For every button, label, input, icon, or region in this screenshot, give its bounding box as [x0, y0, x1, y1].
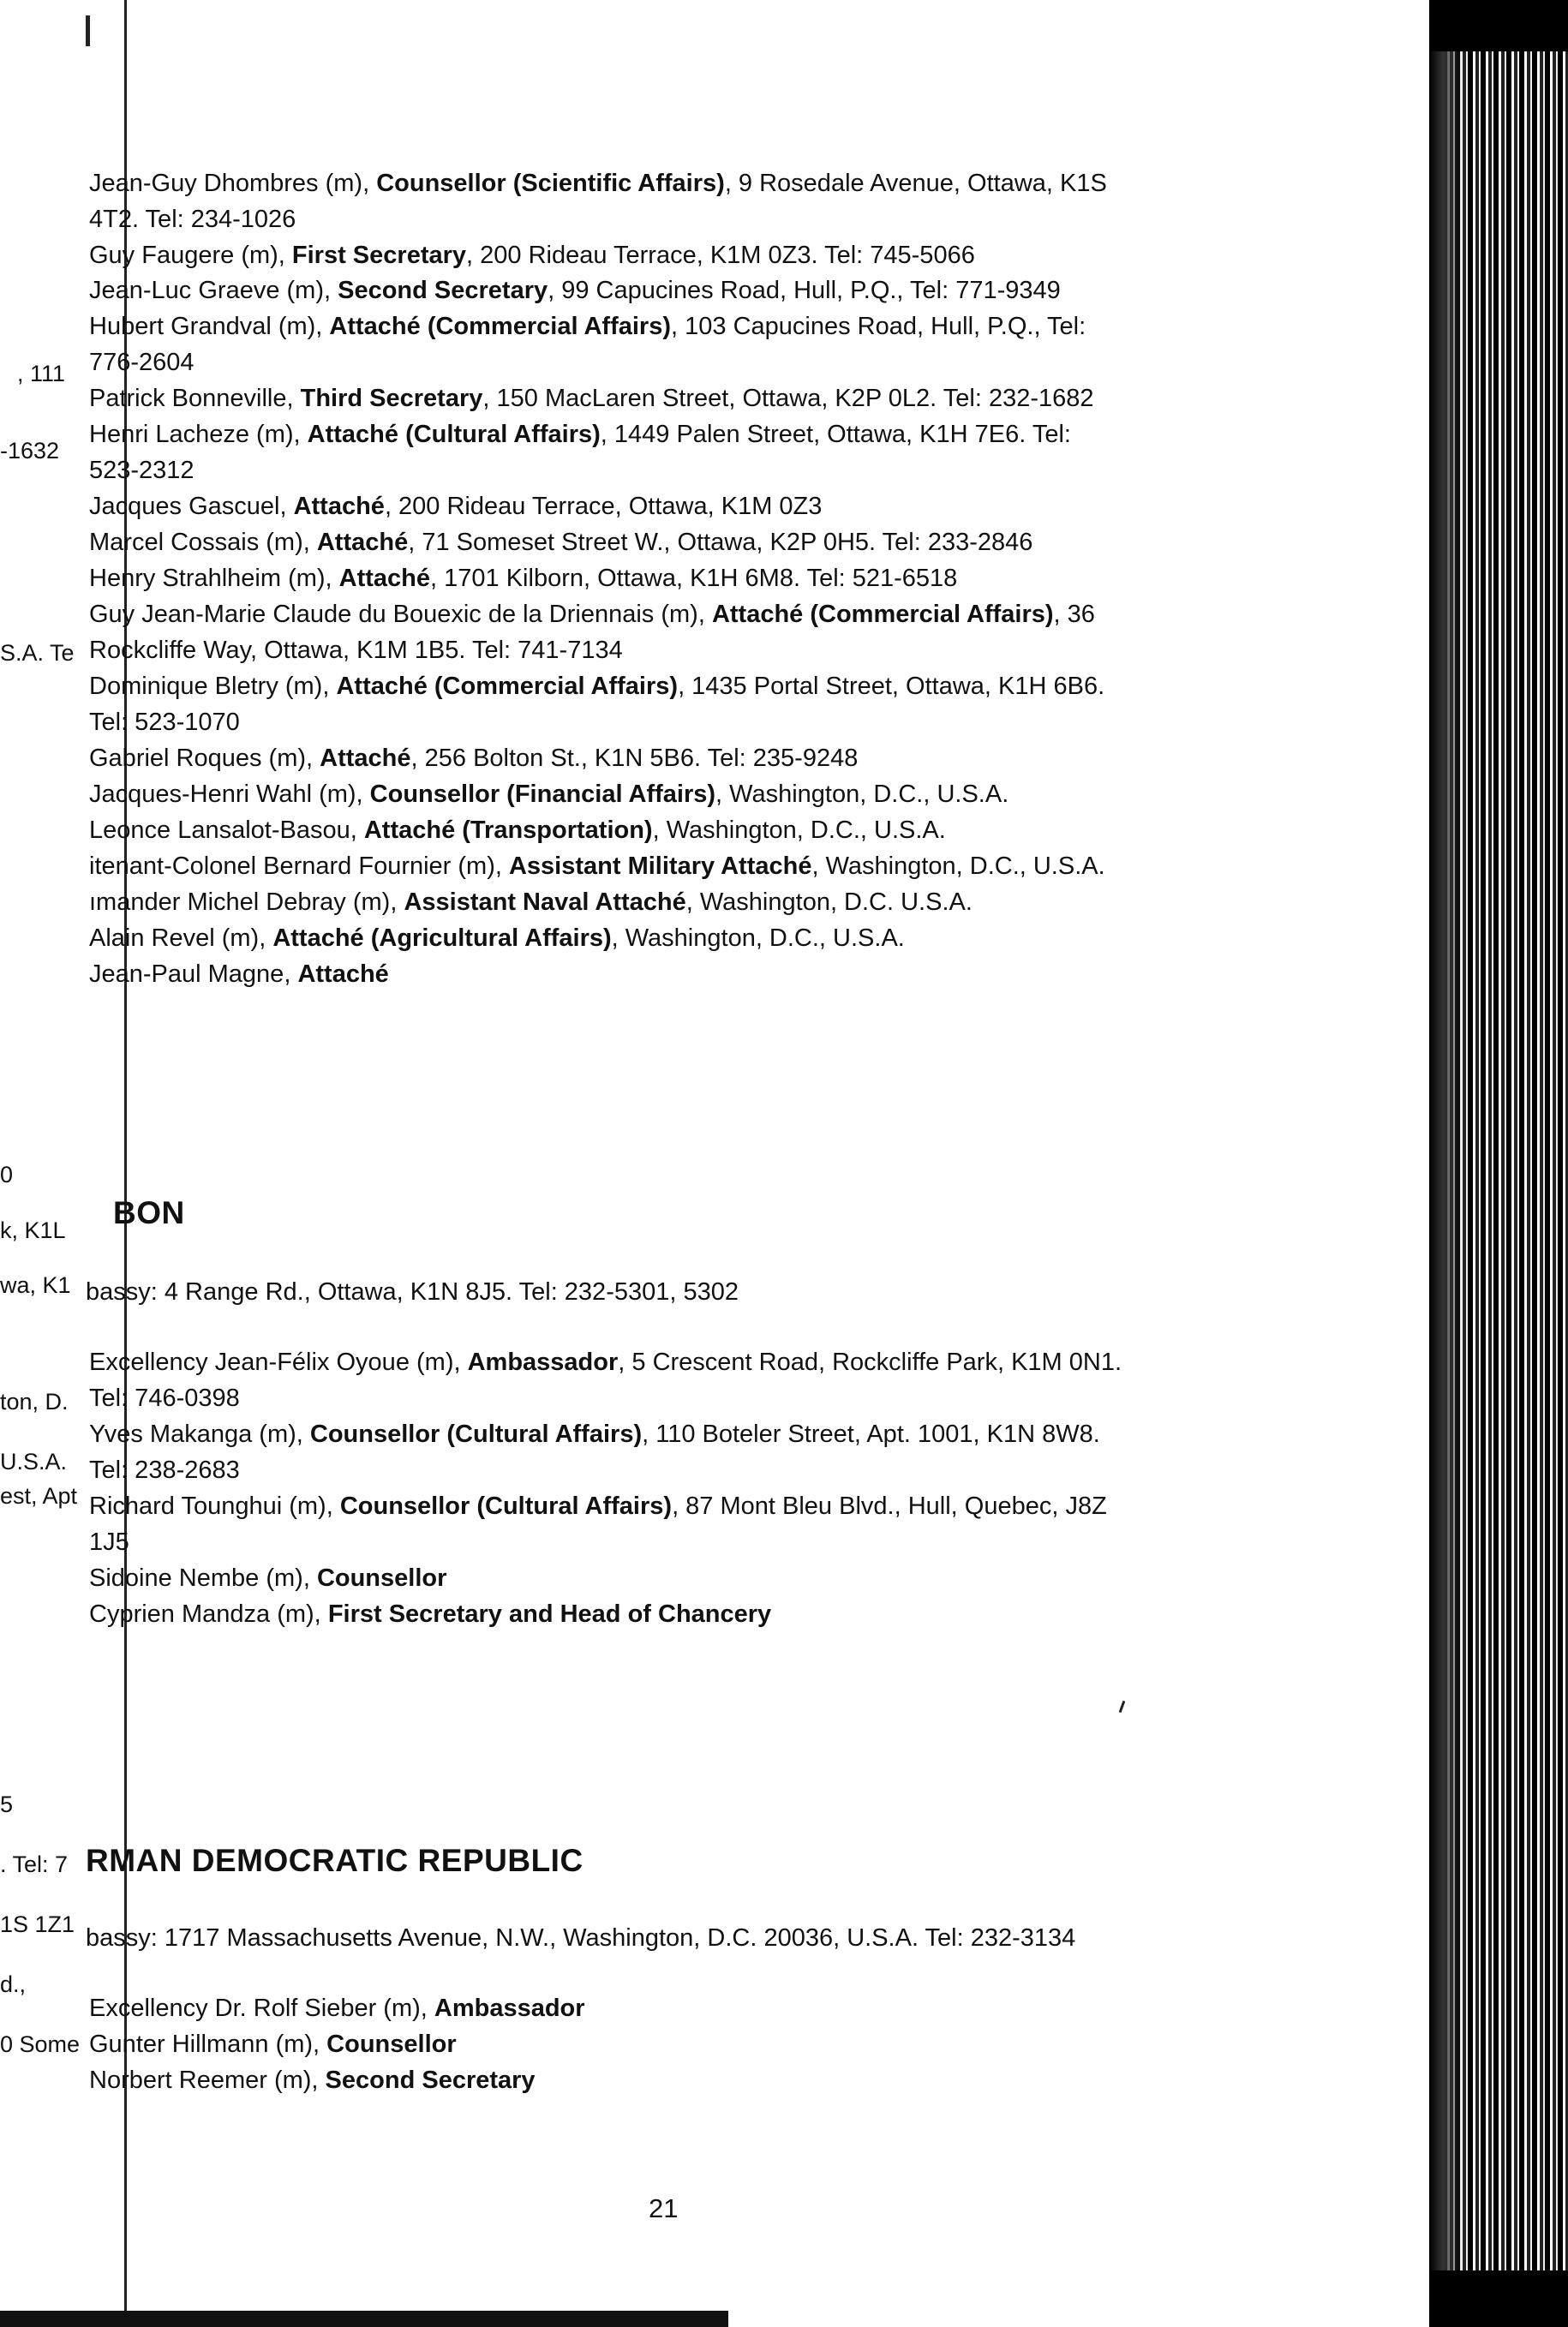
gdr-embassy-address: bassy: 1717 Massachusetts Avenue, N.W., Washington, D.C. 20036, U.S.A. Tel: 232-3134	[86, 1924, 1076, 1952]
left-margin-fragment: 1S 1Z1	[0, 1911, 75, 1937]
entry-name: Leonce Lansalot-Basou,	[89, 817, 364, 844]
entry-title: Attaché	[338, 565, 431, 592]
entry-title: First Secretary and Head of Chancery	[327, 1600, 772, 1628]
entry-name: Jean-Guy Dhombres (m),	[89, 170, 377, 197]
entry-details: , Washington, D.C., U.S.A.	[652, 817, 946, 844]
entry-name: Jean-Paul Magne,	[89, 960, 298, 988]
entry-line	[89, 205, 296, 235]
left-margin-fragment: -1632	[0, 438, 60, 464]
entry-details: , 87 Mont Bleu Blvd., Hull, Quebec, J8Z	[672, 1493, 1107, 1520]
entry-name: Yves Makanga (m),	[89, 1421, 310, 1448]
left-margin-fragment: 0 Some	[0, 2031, 81, 2057]
entry-details: , 110 Boteler Street, Apt. 1001, K1N 8W8.	[642, 1421, 1100, 1448]
page-number: 21	[649, 2193, 679, 2223]
left-margin-fragment: ton, D.	[0, 1389, 69, 1415]
entry-line	[89, 1492, 1107, 1522]
entry-name: Rockcliffe Way, Ottawa, K1M 1B5. Tel: 741-7134	[89, 637, 623, 664]
left-margin-fragment: . Tel: 7	[0, 1851, 69, 1877]
entry-name: Tel: 238-2683	[89, 1457, 240, 1484]
page-edge-shadow	[1429, 0, 1463, 2327]
entry-name: Tel: 523-1070	[89, 709, 240, 736]
section-heading-gdr: RMAN DEMOCRATIC REPUBLIC	[86, 1843, 584, 1878]
entry-name: Gunter Hillmann (m),	[89, 2031, 327, 2058]
entry-line	[89, 1528, 129, 1558]
scan-mark	[86, 15, 90, 46]
entry-details: , 150 MacLaren Street, Ottawa, K2P 0L2. Tel: 232-1682	[482, 385, 1094, 412]
left-margin-fragment: S.A. Te	[0, 640, 75, 666]
entry-title: Attaché (Commercial Affairs)	[711, 601, 1054, 628]
entry-title: First Secretary	[291, 242, 467, 269]
entry-line	[89, 2030, 457, 2060]
entry-title: Counsellor	[326, 2031, 457, 2058]
entry-name: Cyprien Mandza (m),	[89, 1600, 328, 1628]
entry-title: Second Secretary	[325, 2067, 536, 2094]
entry-details: , 99 Capucines Road, Hull, P.Q., Tel: 771-9349	[548, 277, 1061, 304]
entry-line	[89, 456, 195, 486]
entry-title: Counsellor (Scientific Affairs)	[376, 170, 725, 197]
entry-name: Excellency Dr. Rolf Sieber (m),	[89, 1995, 434, 2022]
entry-title: Ambassador	[467, 1349, 619, 1376]
entry-line	[89, 1420, 1100, 1450]
entry-details: , 9 Rosedale Avenue, Ottawa, K1S	[724, 170, 1107, 197]
entry-title: Counsellor (Financial Affairs)	[369, 781, 716, 808]
entry-line	[89, 528, 1032, 558]
entry-name: itenant-Colonel Bernard Fournier (m),	[89, 852, 509, 880]
entry-title: Attaché	[293, 493, 385, 520]
stray-mark	[1119, 1701, 1126, 1713]
entry-line	[89, 852, 1105, 882]
entry-name: Guy Faugere (m),	[89, 242, 292, 269]
entry-line	[89, 780, 1008, 810]
entry-title: Attaché (Commercial Affairs)	[336, 673, 679, 700]
entry-name: 4T2. Tel: 234-1026	[89, 206, 296, 233]
entry-name: Alain Revel (m),	[89, 924, 273, 952]
entry-details: , 1435 Portal Street, Ottawa, K1H 6B6.	[678, 673, 1105, 700]
entry-details: , 71 Someset Street W., Ottawa, K2P 0H5. Tel: 233-2846	[408, 529, 1033, 556]
entry-line	[89, 1384, 240, 1414]
entry-details: , 200 Rideau Terrace, Ottawa, K1M 0Z3	[384, 493, 823, 520]
entry-title: Attaché (Agricultural Affairs)	[272, 924, 612, 952]
entry-title: Second Secretary	[338, 277, 548, 304]
entry-line	[89, 169, 1107, 199]
entry-details: , 1449 Palen Street, Ottawa, K1H 7E6. Tel:	[600, 421, 1071, 448]
entry-line	[89, 960, 389, 990]
entry-line	[89, 492, 822, 522]
left-margin-fragment: U.S.A.	[0, 1449, 68, 1475]
entry-title: Third Secretary	[300, 385, 483, 412]
entry-name: 523-2312	[89, 457, 195, 484]
entry-line	[89, 924, 905, 954]
entry-name: Dominique Bletry (m),	[89, 673, 337, 700]
entry-line	[89, 600, 1095, 630]
entry-name: Jacques-Henri Wahl (m),	[89, 781, 370, 808]
entry-name: ımander Michel Debray (m),	[89, 888, 404, 916]
entry-title: Attaché	[297, 960, 389, 988]
entry-line	[89, 888, 973, 918]
entry-details: , Washington, D.C., U.S.A.	[715, 781, 1009, 808]
entry-title: Attaché	[316, 529, 409, 556]
page-edge-bottom	[1429, 2270, 1568, 2327]
entry-details: , 36	[1053, 601, 1095, 628]
entry-details: , 103 Capucines Road, Hull, P.Q., Tel:	[671, 313, 1086, 340]
entry-name: Sidoine Nembe (m),	[89, 1564, 317, 1592]
entry-line	[89, 564, 957, 594]
entry-line	[89, 276, 1061, 306]
scan-bottom-border	[0, 2311, 728, 2327]
entry-title: Attaché	[320, 745, 411, 772]
entry-title: Counsellor	[316, 1564, 447, 1592]
section-heading-gabon: BON	[113, 1195, 185, 1230]
left-margin-fragment: 5	[0, 1792, 14, 1817]
entry-line	[89, 708, 240, 738]
entry-line	[89, 312, 1086, 342]
entry-details: , 5 Crescent Road, Rockcliffe Park, K1M 0N1.	[618, 1349, 1122, 1376]
entry-title: Assistant Naval Attaché	[404, 888, 686, 916]
entry-name: Marcel Cossais (m),	[89, 529, 317, 556]
entry-line	[89, 816, 946, 846]
entry-title: Attaché (Cultural Affairs)	[307, 421, 601, 448]
entry-title: Counsellor (Cultural Affairs)	[309, 1421, 643, 1448]
entry-line	[89, 1994, 585, 2024]
entry-line	[89, 1600, 771, 1630]
entry-line	[89, 384, 1094, 414]
entry-name: Excellency Jean-Félix Oyoue (m),	[89, 1349, 468, 1376]
entry-name: 1J5	[89, 1528, 129, 1556]
entry-line	[89, 348, 195, 378]
entry-details: , Washington, D.C. U.S.A.	[685, 888, 973, 916]
entry-line	[89, 1564, 446, 1594]
entry-details: , 1701 Kilborn, Ottawa, K1H 6M8. Tel: 521-6518	[430, 565, 958, 592]
entry-name: 776-2604	[89, 349, 195, 376]
left-margin-fragment: d.,	[0, 1971, 27, 1997]
entry-name: Tel: 746-0398	[89, 1385, 240, 1412]
entry-line	[89, 2066, 536, 2096]
entry-line	[89, 241, 975, 271]
entry-name: Gabriel Roques (m),	[89, 745, 320, 772]
entry-title: Attaché (Transportation)	[363, 817, 653, 844]
entry-title: Counsellor (Cultural Affairs)	[339, 1493, 673, 1520]
left-margin-fragment: k, K1L	[0, 1217, 66, 1243]
entry-name: Henry Strahlheim (m),	[89, 565, 339, 592]
entry-title: Attaché (Commercial Affairs)	[329, 313, 672, 340]
entry-name: Henri Lacheze (m),	[89, 421, 308, 448]
left-margin-fragment: 0	[0, 1162, 14, 1187]
entry-line	[89, 672, 1104, 702]
entry-name: Hubert Grandval (m),	[89, 313, 330, 340]
entry-details: , 200 Rideau Terrace, K1M 0Z3. Tel: 745-5066	[466, 242, 975, 269]
page-edge-top	[1429, 0, 1568, 51]
entry-details: , Washington, D.C., U.S.A.	[811, 852, 1105, 880]
entry-details: , Washington, D.C., U.S.A.	[611, 924, 905, 952]
entry-title: Assistant Military Attaché	[508, 852, 812, 880]
entry-details: , 256 Bolton St., K1N 5B6. Tel: 235-9248	[410, 745, 859, 772]
entry-name: Norbert Reemer (m),	[89, 2067, 326, 2094]
left-margin-fragment: wa, K1	[0, 1272, 71, 1298]
entry-line	[89, 420, 1071, 450]
gabon-embassy-address: bassy: 4 Range Rd., Ottawa, K1N 8J5. Tel: 232-5301, 5302	[86, 1278, 739, 1306]
left-margin-fragment: est, Apt	[0, 1483, 78, 1509]
entry-name: Jacques Gascuel,	[89, 493, 294, 520]
entry-name: Guy Jean-Marie Claude du Bouexic de la Driennais (m),	[89, 601, 712, 628]
left-margin-fragment: , 111	[17, 361, 66, 386]
entry-line	[89, 1456, 240, 1486]
entry-name: Jean-Luc Graeve (m),	[89, 277, 338, 304]
entry-line	[89, 1348, 1122, 1378]
entry-line	[89, 744, 858, 774]
entry-name: Richard Tounghui (m),	[89, 1493, 340, 1520]
entry-name: Patrick Bonneville,	[89, 385, 301, 412]
entry-line	[89, 636, 623, 666]
entry-title: Ambassador	[434, 1995, 585, 2022]
